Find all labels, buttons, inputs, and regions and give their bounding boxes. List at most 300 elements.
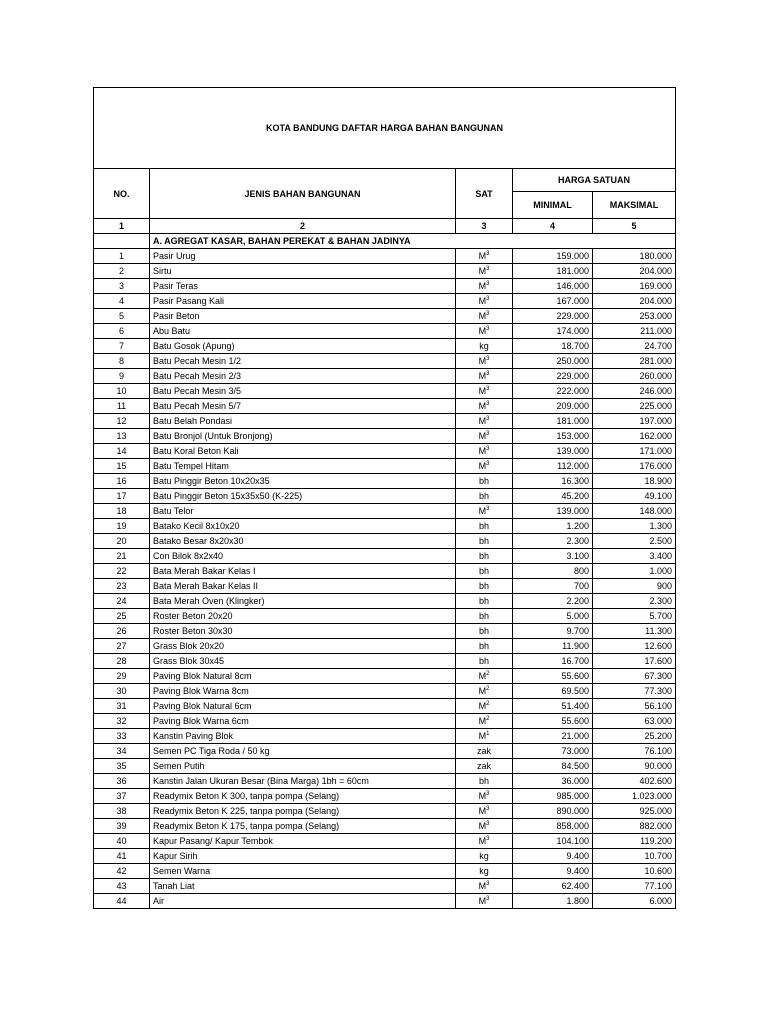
material-name: Readymix Beton K 225, tanpa pompa (Selang) (150, 804, 456, 819)
price-minimal: 84.500 (513, 759, 593, 774)
row-number: 40 (94, 834, 150, 849)
row-number: 41 (94, 849, 150, 864)
price-maksimal: 24.700 (593, 339, 676, 354)
unit: M (478, 896, 487, 906)
table-row (94, 819, 676, 834)
unit: bh (478, 626, 489, 636)
unit: M (478, 311, 487, 321)
unit-cell (456, 594, 513, 609)
unit-cell (456, 414, 513, 429)
price-maksimal: 2.300 (593, 594, 676, 609)
unit-cell (456, 819, 513, 834)
unit: bh (478, 491, 489, 501)
price-table (93, 87, 676, 909)
price-minimal: 1.800 (513, 894, 593, 909)
unit-exponent: 2 (486, 671, 490, 677)
unit-exponent: 3 (486, 896, 490, 902)
price-maksimal: 253.000 (593, 309, 676, 324)
material-name: Batako Kecil 8x10x20 (150, 519, 456, 534)
unit-cell (456, 564, 513, 579)
table-row (94, 309, 676, 324)
row-number: 35 (94, 759, 150, 774)
price-maksimal: 402.600 (593, 774, 676, 789)
table-row (94, 744, 676, 759)
price-minimal: 181.000 (513, 414, 593, 429)
price-maksimal: 882.000 (593, 819, 676, 834)
material-name: Air (150, 894, 456, 909)
row-number: 1 (94, 249, 150, 264)
price-minimal: 229.000 (513, 309, 593, 324)
unit-cell (456, 354, 513, 369)
material-name: Paving Blok Natural 6cm (150, 699, 456, 714)
row-number: 25 (94, 609, 150, 624)
price-maksimal: 211.000 (593, 324, 676, 339)
unit: M (478, 716, 487, 726)
row-number: 7 (94, 339, 150, 354)
unit-cell (456, 489, 513, 504)
price-minimal: 159.000 (513, 249, 593, 264)
price-maksimal: 25.200 (593, 729, 676, 744)
unit-exponent: 2 (486, 686, 490, 692)
unit: M (478, 701, 487, 711)
price-maksimal: 1.300 (593, 519, 676, 534)
unit: M (478, 506, 487, 516)
price-minimal: 73.000 (513, 744, 593, 759)
row-number: 16 (94, 474, 150, 489)
unit-exponent: 3 (486, 251, 490, 257)
unit: M (478, 371, 487, 381)
header-minimal: MINIMAL (513, 192, 593, 219)
price-maksimal: 49.100 (593, 489, 676, 504)
unit-exponent: 3 (486, 506, 490, 512)
unit-cell (456, 519, 513, 534)
price-minimal: 9.700 (513, 624, 593, 639)
material-name: Batu Gosok (Apung) (150, 339, 456, 354)
row-number: 43 (94, 879, 150, 894)
material-name: Pasir Urug (150, 249, 456, 264)
unit: bh (478, 656, 489, 666)
table-row (94, 474, 676, 489)
price-minimal: 858.000 (513, 819, 593, 834)
table-row (94, 759, 676, 774)
unit: M (478, 806, 487, 816)
material-name: Bata Merah Bakar Kelas I (150, 564, 456, 579)
row-number: 24 (94, 594, 150, 609)
price-minimal: 21.000 (513, 729, 593, 744)
price-maksimal: 18.900 (593, 474, 676, 489)
price-maksimal: 204.000 (593, 294, 676, 309)
unit-cell (456, 444, 513, 459)
unit-exponent: 3 (486, 401, 490, 407)
unit-exponent: 2 (486, 701, 490, 707)
table-row (94, 399, 676, 414)
table-row (94, 579, 676, 594)
header-harga-satuan: HARGA SATUAN (513, 169, 676, 192)
unit: zak (476, 746, 491, 756)
price-maksimal: 67.300 (593, 669, 676, 684)
unit: M (478, 386, 487, 396)
unit: M (478, 356, 487, 366)
material-name: Readymix Beton K 175, tanpa pompa (Selang) (150, 819, 456, 834)
unit-cell (456, 669, 513, 684)
unit-exponent: 3 (486, 881, 490, 887)
table-row (94, 369, 676, 384)
row-number: 5 (94, 309, 150, 324)
unit-cell (456, 579, 513, 594)
unit-cell (456, 789, 513, 804)
table-row (94, 789, 676, 804)
table-row (94, 609, 676, 624)
table-row (94, 294, 676, 309)
material-name: Pasir Teras (150, 279, 456, 294)
material-name: Tanah Liat (150, 879, 456, 894)
price-minimal: 16.300 (513, 474, 593, 489)
material-name: Pasir Pasang Kali (150, 294, 456, 309)
price-maksimal: 171.000 (593, 444, 676, 459)
row-number: 22 (94, 564, 150, 579)
price-minimal: 62.400 (513, 879, 593, 894)
unit-cell (456, 804, 513, 819)
table-row (94, 624, 676, 639)
table-row (94, 429, 676, 444)
material-name: Paving Blok Warna 8cm (150, 684, 456, 699)
row-number: 44 (94, 894, 150, 909)
row-number: 29 (94, 669, 150, 684)
material-name: Abu Batu (150, 324, 456, 339)
price-maksimal: 63.000 (593, 714, 676, 729)
price-minimal: 800 (513, 564, 593, 579)
price-minimal: 174.000 (513, 324, 593, 339)
price-minimal: 250.000 (513, 354, 593, 369)
price-maksimal: 11.300 (593, 624, 676, 639)
price-maksimal: 3.400 (593, 549, 676, 564)
table-row (94, 339, 676, 354)
unit-cell (456, 339, 513, 354)
table-row (94, 894, 676, 909)
table-row (94, 519, 676, 534)
price-maksimal: 90.000 (593, 759, 676, 774)
price-minimal: 2.300 (513, 534, 593, 549)
section-blank (94, 234, 150, 249)
table-row (94, 639, 676, 654)
material-name: Paving Blok Warna 6cm (150, 714, 456, 729)
row-number: 27 (94, 639, 150, 654)
unit-exponent: 1 (486, 731, 490, 737)
table-row (94, 489, 676, 504)
price-maksimal: 76.100 (593, 744, 676, 759)
price-maksimal: 925.000 (593, 804, 676, 819)
row-number: 18 (94, 504, 150, 519)
row-number: 14 (94, 444, 150, 459)
unit: M (478, 686, 487, 696)
table-row (94, 249, 676, 264)
unit-cell (456, 429, 513, 444)
unit-exponent: 3 (486, 266, 490, 272)
row-number: 42 (94, 864, 150, 879)
price-minimal: 139.000 (513, 504, 593, 519)
material-name: Batu Bronjol (Untuk Bronjong) (150, 429, 456, 444)
price-maksimal: 1.023.000 (593, 789, 676, 804)
table-row (94, 864, 676, 879)
unit: M (478, 281, 487, 291)
table-row (94, 279, 676, 294)
unit-exponent: 3 (486, 461, 490, 467)
row-number: 4 (94, 294, 150, 309)
unit-cell (456, 294, 513, 309)
price-maksimal: 1.000 (593, 564, 676, 579)
unit-cell (456, 474, 513, 489)
unit: M (478, 836, 487, 846)
unit-exponent: 3 (486, 806, 490, 812)
unit-cell (456, 264, 513, 279)
price-minimal: 139.000 (513, 444, 593, 459)
unit-cell (456, 684, 513, 699)
material-name: Pasir Beton (150, 309, 456, 324)
unit: bh (478, 641, 489, 651)
price-minimal: 69.500 (513, 684, 593, 699)
unit-cell (456, 714, 513, 729)
row-number: 37 (94, 789, 150, 804)
material-name: Readymix Beton K 300, tanpa pompa (Selang) (150, 789, 456, 804)
unit-cell (456, 534, 513, 549)
unit: M (478, 821, 487, 831)
unit-exponent: 3 (486, 311, 490, 317)
price-minimal: 55.600 (513, 669, 593, 684)
col-number: 2 (150, 219, 456, 234)
price-minimal: 112.000 (513, 459, 593, 474)
row-number: 19 (94, 519, 150, 534)
unit: M (478, 251, 487, 261)
unit: M (478, 461, 487, 471)
sheet-title: KOTA BANDUNG DAFTAR HARGA BAHAN BANGUNAN (94, 88, 676, 169)
unit: M (478, 881, 487, 891)
table-row (94, 504, 676, 519)
price-minimal: 18.700 (513, 339, 593, 354)
material-name: Batako Besar 8x20x30 (150, 534, 456, 549)
price-minimal: 9.400 (513, 864, 593, 879)
unit-cell (456, 759, 513, 774)
unit-cell (456, 384, 513, 399)
col-number: 1 (94, 219, 150, 234)
unit-cell (456, 894, 513, 909)
row-number: 31 (94, 699, 150, 714)
header-sat: SAT (456, 169, 513, 219)
unit: bh (478, 536, 489, 546)
unit: M (478, 431, 487, 441)
unit-exponent: 3 (486, 791, 490, 797)
table-row (94, 534, 676, 549)
title-row (94, 88, 676, 169)
unit: kg (479, 866, 489, 876)
price-maksimal: 197.000 (593, 414, 676, 429)
unit-exponent: 3 (486, 836, 490, 842)
unit-cell (456, 504, 513, 519)
unit-cell (456, 849, 513, 864)
unit: bh (478, 476, 489, 486)
unit: bh (478, 551, 489, 561)
material-name: Grass Blok 30x45 (150, 654, 456, 669)
price-maksimal: 10.700 (593, 849, 676, 864)
row-number: 30 (94, 684, 150, 699)
price-maksimal: 176.000 (593, 459, 676, 474)
table-row (94, 684, 676, 699)
material-name: Kanstin Jalan Ukuran Besar (Bina Marga) 1bh = 60cm (150, 774, 456, 789)
header-jenis: JENIS BAHAN BANGUNAN (150, 169, 456, 219)
unit-cell (456, 879, 513, 894)
material-name: Batu Pecah Mesin 3/5 (150, 384, 456, 399)
row-number: 3 (94, 279, 150, 294)
price-maksimal: 77.300 (593, 684, 676, 699)
col-number: 4 (513, 219, 593, 234)
table-row (94, 834, 676, 849)
price-maksimal: 12.600 (593, 639, 676, 654)
unit-exponent: 3 (486, 446, 490, 452)
price-minimal: 153.000 (513, 429, 593, 444)
unit-exponent: 3 (486, 371, 490, 377)
price-minimal: 222.000 (513, 384, 593, 399)
row-number: 39 (94, 819, 150, 834)
unit: kg (479, 341, 489, 351)
table-row (94, 549, 676, 564)
unit-cell (456, 834, 513, 849)
row-number: 36 (94, 774, 150, 789)
unit: bh (478, 776, 489, 786)
price-maksimal: 6.000 (593, 894, 676, 909)
row-number: 21 (94, 549, 150, 564)
unit-exponent: 3 (486, 281, 490, 287)
unit-cell (456, 774, 513, 789)
price-maksimal: 119.200 (593, 834, 676, 849)
row-number: 20 (94, 534, 150, 549)
unit: M (478, 326, 487, 336)
material-name: Batu Telor (150, 504, 456, 519)
table-row (94, 459, 676, 474)
material-name: Kapur Sirih (150, 849, 456, 864)
material-name: Semen Warna (150, 864, 456, 879)
section-title: A. AGREGAT KASAR, BAHAN PEREKAT & BAHAN JADINYA (150, 234, 676, 249)
unit-cell (456, 609, 513, 624)
unit-exponent: 3 (486, 416, 490, 422)
material-name: Batu Pecah Mesin 2/3 (150, 369, 456, 384)
price-minimal: 16.700 (513, 654, 593, 669)
row-number: 12 (94, 414, 150, 429)
material-name: Paving Blok Natural 8cm (150, 669, 456, 684)
table-row (94, 444, 676, 459)
price-maksimal: 260.000 (593, 369, 676, 384)
price-minimal: 9.400 (513, 849, 593, 864)
row-number: 15 (94, 459, 150, 474)
material-name: Sirtu (150, 264, 456, 279)
unit: M (478, 446, 487, 456)
price-minimal: 2.200 (513, 594, 593, 609)
unit: bh (478, 581, 489, 591)
price-maksimal: 10.600 (593, 864, 676, 879)
price-minimal: 3.100 (513, 549, 593, 564)
material-name: Con Bilok 8x2x40 (150, 549, 456, 564)
row-number: 13 (94, 429, 150, 444)
section-row (94, 234, 676, 249)
row-number: 23 (94, 579, 150, 594)
material-name: Batu Pinggir Beton 10x20x35 (150, 474, 456, 489)
price-minimal: 1.200 (513, 519, 593, 534)
price-maksimal: 281.000 (593, 354, 676, 369)
table-row (94, 594, 676, 609)
row-number: 28 (94, 654, 150, 669)
material-name: Bata Merah Bakar Kelas II (150, 579, 456, 594)
unit-cell (456, 309, 513, 324)
unit: bh (478, 596, 489, 606)
price-minimal: 11.900 (513, 639, 593, 654)
unit: kg (479, 851, 489, 861)
price-list-sheet (93, 87, 675, 909)
unit: bh (478, 521, 489, 531)
price-maksimal: 246.000 (593, 384, 676, 399)
unit-cell (456, 699, 513, 714)
unit-cell (456, 639, 513, 654)
price-minimal: 985.000 (513, 789, 593, 804)
table-row (94, 804, 676, 819)
material-name: Kapur Pasang/ Kapur Tembok (150, 834, 456, 849)
price-minimal: 5.000 (513, 609, 593, 624)
price-maksimal: 204.000 (593, 264, 676, 279)
header-no: NO. (94, 169, 150, 219)
table-row (94, 564, 676, 579)
row-number: 2 (94, 264, 150, 279)
unit-cell (456, 744, 513, 759)
price-minimal: 181.000 (513, 264, 593, 279)
row-number: 9 (94, 369, 150, 384)
unit: bh (478, 611, 489, 621)
row-number: 38 (94, 804, 150, 819)
col-number: 3 (456, 219, 513, 234)
unit: M (478, 296, 487, 306)
row-number: 33 (94, 729, 150, 744)
row-number: 34 (94, 744, 150, 759)
price-minimal: 104.100 (513, 834, 593, 849)
row-number: 10 (94, 384, 150, 399)
row-number: 32 (94, 714, 150, 729)
price-minimal: 51.400 (513, 699, 593, 714)
header-row-1 (94, 169, 676, 192)
price-maksimal: 180.000 (593, 249, 676, 264)
material-name: Semen Putih (150, 759, 456, 774)
header-maksimal: MAKSIMAL (593, 192, 676, 219)
price-minimal: 55.600 (513, 714, 593, 729)
price-maksimal: 2.500 (593, 534, 676, 549)
table-row (94, 324, 676, 339)
material-name: Roster Beton 20x20 (150, 609, 456, 624)
unit: M (478, 416, 487, 426)
price-minimal: 700 (513, 579, 593, 594)
table-row (94, 699, 676, 714)
unit-cell (456, 324, 513, 339)
price-maksimal: 148.000 (593, 504, 676, 519)
unit: M (478, 791, 487, 801)
price-minimal: 890.000 (513, 804, 593, 819)
unit: M (478, 671, 487, 681)
unit-cell (456, 459, 513, 474)
unit-exponent: 3 (486, 821, 490, 827)
table-row (94, 264, 676, 279)
table-row (94, 774, 676, 789)
unit-cell (456, 549, 513, 564)
unit-cell (456, 624, 513, 639)
table-row (94, 669, 676, 684)
unit-exponent: 3 (486, 326, 490, 332)
price-maksimal: 225.000 (593, 399, 676, 414)
table-row (94, 384, 676, 399)
table-row (94, 849, 676, 864)
